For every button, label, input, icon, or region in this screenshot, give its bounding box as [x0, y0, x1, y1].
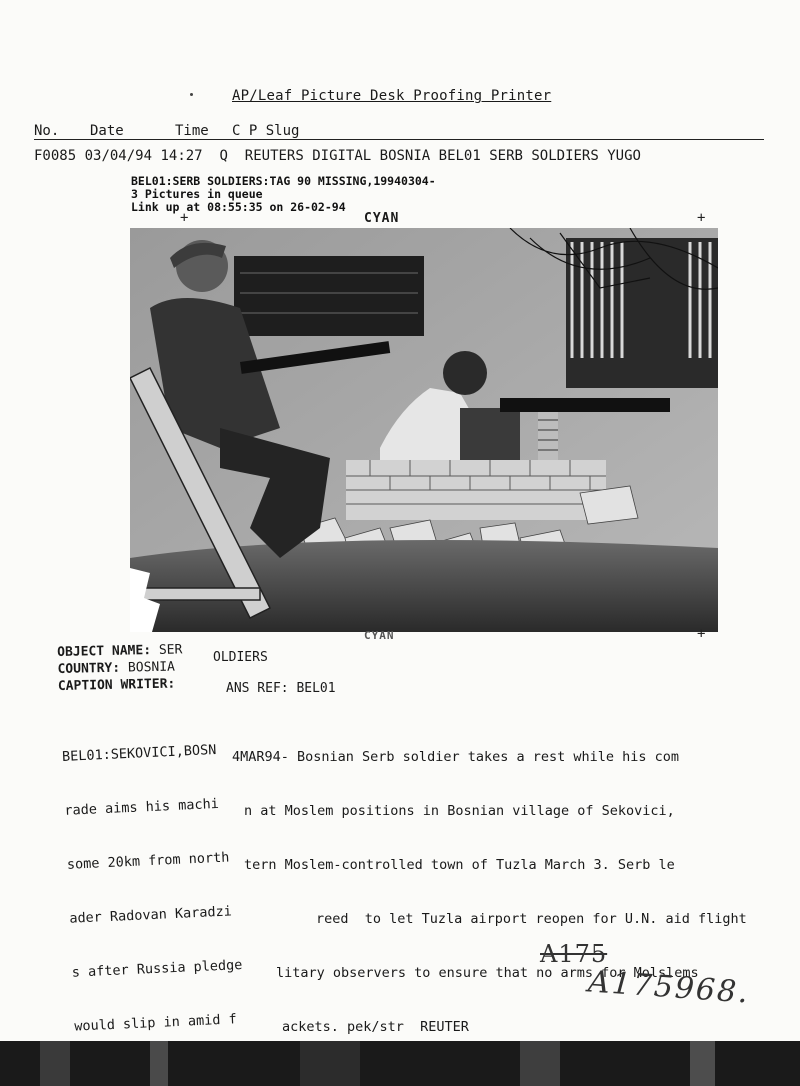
caption-right-line: 4MAR94- Bosnian Serb soldier takes a rest while his com	[232, 749, 680, 765]
caption-writer-label: CAPTION WRITER:	[57, 676, 176, 694]
caption-left-line: ader Radovan Karadzi	[69, 903, 233, 927]
handwritten-archive-number: A175968.	[586, 964, 751, 1011]
stray-mark	[190, 93, 193, 96]
caption-left-line: would slip in amid f	[73, 1011, 238, 1035]
crosshair-icon: +	[697, 626, 706, 642]
record-time: 14:27	[160, 148, 203, 164]
transmission-line-3: Link up at 08:55:35 on 26-02-94	[131, 200, 346, 214]
handwritten-struck-number: A175	[540, 940, 608, 968]
caption-right-fragment	[232, 712, 747, 1072]
column-no: No.	[34, 123, 60, 139]
country-value: BOSNIA	[127, 659, 176, 676]
caption-right-line: reed to let Tuzla airport reopen for U.N. aid flight	[316, 911, 747, 927]
caption-left-line: some 20km from north	[66, 849, 230, 873]
record-no: F0085	[34, 148, 77, 164]
caption-right-line: ackets. pek/str REUTER	[282, 1019, 469, 1035]
caption-right-line: litary observers to ensure that no arms for Molslems	[276, 965, 699, 981]
record-slug: REUTERS DIGITAL BOSNIA BEL01 SERB SOLDIERS YUGO	[244, 148, 641, 164]
record-row	[34, 148, 641, 164]
metadata-block	[57, 641, 183, 695]
photo-illustration	[130, 228, 718, 632]
column-header-row	[34, 123, 764, 140]
scanner-edge-strip	[0, 1041, 800, 1086]
caption-left-line: rade aims his machi	[64, 795, 220, 819]
crosshair-icon: +	[180, 210, 189, 226]
record-date: 03/04/94	[84, 148, 153, 164]
cyan-registration-top: CYAN	[364, 211, 400, 226]
transmission-line-2: 3 Pictures in queue	[131, 187, 263, 201]
transmission-header	[131, 175, 436, 214]
record-cp: Q	[219, 148, 228, 164]
caption-right-line: tern Moslem-controlled town of Tuzla March 3. Serb le	[244, 857, 675, 873]
news-photo	[130, 228, 718, 632]
column-date: Date	[90, 123, 124, 139]
country-label: COUNTRY:	[57, 660, 121, 677]
transmission-line-1: BEL01:SERB SOLDIERS:TAG 90 MISSING,19940304-	[131, 174, 436, 188]
crosshair-icon: +	[697, 210, 706, 226]
caption-left-line: BEL01:SEKOVICI,BOSN	[61, 741, 217, 765]
column-time: Time	[175, 123, 209, 139]
object-name-value: SER	[158, 642, 183, 658]
trans-ref: ANS REF: BEL01	[226, 681, 336, 696]
cyan-registration-bottom: CYAN	[364, 629, 395, 642]
column-cp-slug: C P Slug	[232, 123, 300, 139]
page-title: AP/Leaf Picture Desk Proofing Printer	[232, 88, 552, 104]
object-name-overlay: OLDIERS	[213, 650, 268, 665]
caption-left-line: s after Russia pledge	[71, 956, 243, 981]
object-name-label: OBJECT NAME:	[57, 643, 152, 660]
caption-right-line: n at Moslem positions in Bosnian village of Sekovici,	[244, 803, 675, 819]
